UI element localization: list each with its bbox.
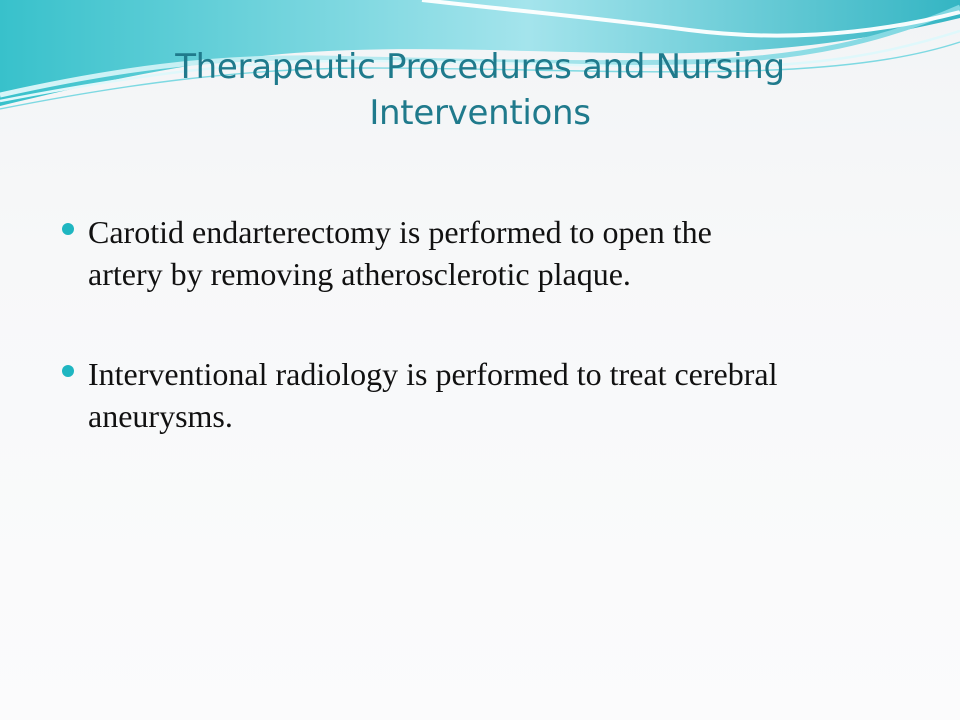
bullet-line-1: Carotid endarterectomy is performed to open the	[88, 214, 712, 250]
bullet-line-1: Interventional radiology is performed to treat cerebral	[88, 356, 778, 392]
bullet-item-interventional-radiology	[58, 353, 908, 437]
bullet-list	[58, 211, 908, 437]
bullet-line-2: artery by removing atherosclerotic plaque.	[88, 256, 631, 292]
bullet-dot-icon	[62, 223, 74, 235]
bullet-item-carotid-endarterectomy	[58, 211, 908, 295]
bullet-line-2: aneurysms.	[88, 398, 233, 434]
slide-title-line-1: Therapeutic Procedures and Nursing	[175, 47, 785, 87]
bullet-dot-icon	[62, 365, 74, 377]
slide-title	[120, 44, 840, 136]
slide-title-line-2: Interventions	[369, 93, 591, 133]
